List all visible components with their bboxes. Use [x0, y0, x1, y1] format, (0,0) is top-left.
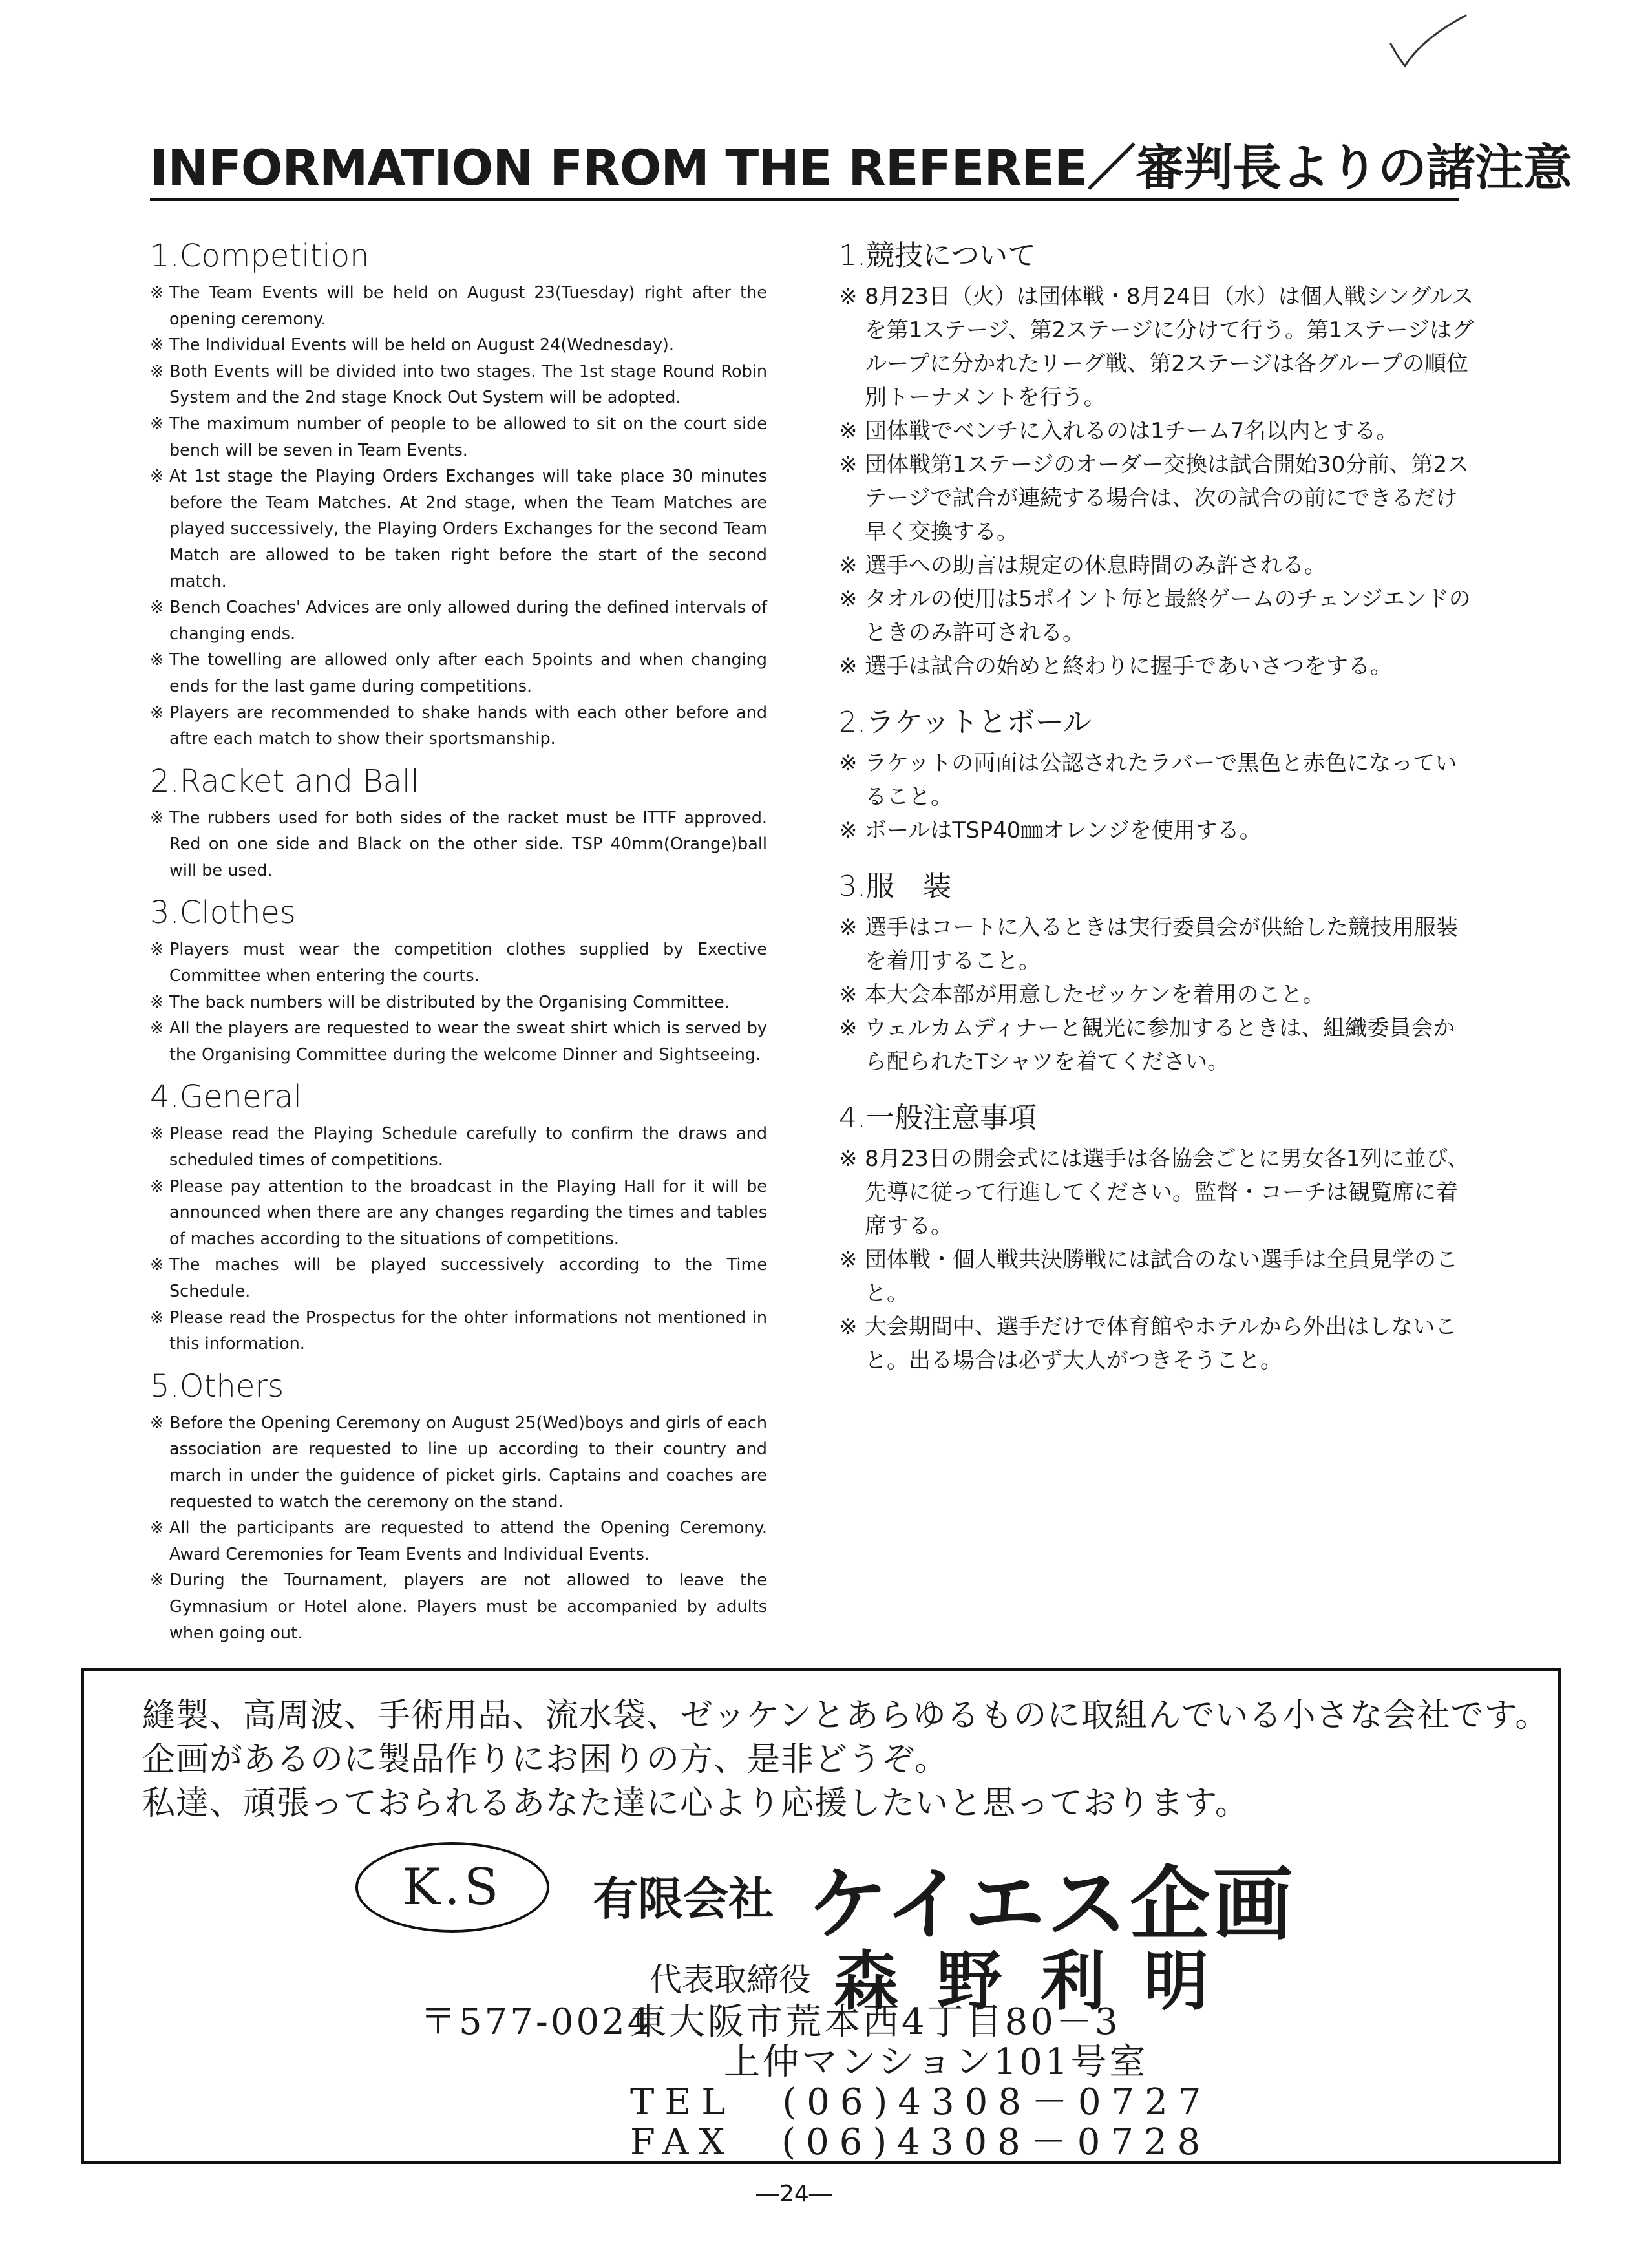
japanese-column	[839, 236, 1475, 1377]
ad-text-line: 私達、頑張っておられるあなた達に心より応援したいと思っております。	[142, 1785, 1249, 1823]
address-line-1: 東大阪市荒本西4丁目80－3	[630, 2001, 1121, 2043]
list-item: ※ 8月23日（火）は団体戦・8月24日（水）は個人戦シングルスを第1ステージ、第2ステージに分けて行う。第1ステージはグループに分かれたリーグ戦、第2ステージは各グループの順位別トーナメントを行う。	[839, 284, 1474, 410]
list-item: ※ The maximum number of people to be allowed to sit on the court side bench will be seven in Team Events.	[150, 414, 767, 460]
postal-code: 〒577-0024	[420, 2001, 653, 2043]
list-item: ※ Please read the Prospectus for the ohter informations not mentioned in this information.	[150, 1308, 767, 1354]
english-column	[150, 236, 767, 1646]
list-item: ※ 大会期間中、選手だけで体育館やホテルから外出はしないこと。出る場合は必ず大人がつきそうこと。	[839, 1314, 1457, 1373]
list-item: ※ Bench Coaches' Advices are only allowed during the defined intervals of changing ends.	[150, 598, 767, 644]
list-item: ※ Please pay attention to the broadcast in the Playing Hall for it will be announced when there are any changes regarding the times and tables of maches according to the situations of competitions.	[150, 1176, 767, 1249]
list-item: ※ The Team Events will be held on August 23(Tuesday) right after the opening ceremony.	[150, 283, 767, 329]
section-heading-racket-ja: 2.ラケットとボール	[839, 706, 1092, 739]
sponsor-advertisement	[81, 1668, 1561, 2164]
checkmark-icon	[1377, 13, 1467, 71]
company-logo: K.S	[355, 1842, 549, 1933]
page-number: ―24―	[756, 2181, 832, 2207]
section-heading-clothes: 3.Clothes	[150, 895, 296, 931]
page-title: INFORMATION FROM THE REFEREE／審判長よりの諸注意	[150, 139, 1459, 201]
address-line-2: 上仲マンション101号室	[724, 2041, 1148, 2083]
section-heading-general-ja: 4.一般注意事項	[839, 1101, 1037, 1134]
representative-name: 森野利明	[834, 1943, 1247, 2019]
list-item: ※ At 1st stage the Playing Orders Exchanges will take place 30 minutes before the Team Matches. At 2nd stage, when the Team Matches are played successively, the Playing Orders Exchanges for the second Team Match are allowed to be taken right before the start of the second match.	[150, 467, 767, 591]
list-item: ※ タオルの使用は5ポイント毎と最終ゲームのチェンジエンドのときのみ許可される。	[839, 586, 1471, 646]
list-item: ※ ラケットの両面は公認されたラバーで黒色と赤色になっていること。	[839, 750, 1457, 810]
section-heading-clothes-ja: 3.服 装	[839, 870, 951, 903]
list-item: ※ ボールはTSP40㎜オレンジを使用する。	[839, 818, 1262, 843]
list-item: ※ 本大会本部が用意したゼッケンを着用のこと。	[839, 982, 1325, 1008]
list-item: ※ The towelling are allowed only after each 5points and when changing ends for the last game during competitions.	[150, 650, 767, 696]
list-item: ※ The maches will be played successively according to the Time Schedule.	[150, 1255, 767, 1301]
list-item: ※ ウェルカムディナーと観光に参加するときは、組織委員会から配られたTシャツを着てください。	[839, 1015, 1455, 1075]
list-item: ※ 団体戦第1ステージのオーダー交換は試合開始30分前、第2ステージで試合が連続する場合は、次の試合の前にできるだけ早く交換する。	[839, 452, 1470, 545]
section-heading-competition: 1.Competition	[150, 238, 370, 274]
fax: FAX (06)4308－0728	[630, 2121, 1211, 2163]
list-item: ※ 団体戦・個人戦共決勝戦には試合のない選手は全員見学のこと。	[839, 1247, 1458, 1306]
list-item: ※ 選手はコートに入るときは実行委員会が供給した競技用服装を着用すること。	[839, 915, 1458, 974]
list-item: ※ Before the Opening Ceremony on August 25(Wed)boys and girls of each association are requested to line up according to their country and march in under the guidence of picket girls. Captains and coaches are requested to watch the ceremony on the stand.	[150, 1413, 767, 1512]
list-item: ※ Please read the Playing Schedule carefully to confirm the draws and scheduled times of competitions.	[150, 1124, 767, 1171]
list-item: ※ All the players are requested to wear the sweat shirt which is served by the Organising Committee during the welcome Dinner and Sightseeing.	[150, 1019, 767, 1065]
ad-text-line: 企画があるのに製品作りにお困りの方、是非どうぞ。	[142, 1741, 948, 1779]
list-item: ※ 選手への助言は規定の休息時間のみ許される。	[839, 553, 1326, 578]
section-heading-competition-ja: 1.競技について	[839, 239, 1037, 272]
list-item: ※ Both Events will be divided into two stages. The 1st stage Round Robin System and the 2nd stage Knock Out System will be adopted.	[150, 361, 767, 408]
list-item: ※ The Individual Events will be held on August 24(Wednesday).	[150, 335, 674, 355]
list-item: ※ The back numbers will be distributed by the Organising Committee.	[150, 992, 730, 1012]
ad-text-line: 縫製、高周波、手術用品、流水袋、ゼッケンとあらゆるものに取組んでいる小さな会社です。	[142, 1697, 1549, 1735]
telephone: TEL (06)4308－0727	[630, 2081, 1212, 2123]
list-item: ※ 選手は試合の始めと終わりに握手であいさつをする。	[839, 653, 1392, 679]
list-item: ※ All the participants are requested to attend the Opening Ceremony. Award Ceremonies for Team Events and Individual Events.	[150, 1518, 767, 1564]
list-item: ※ Players must wear the competition clothes supplied by Exective Committee when entering the courts.	[150, 940, 767, 986]
list-item: ※ Players are recommended to shake hands with each other before and aftre each match to show their sportsmanship.	[150, 703, 767, 749]
representative-title: 代表取締役	[650, 1961, 811, 1998]
list-item: ※ 団体戦でベンチに入れるのは1チーム7名以内とする。	[839, 418, 1399, 444]
list-item: ※ 8月23日の開会式には選手は各協会ごとに男女各1列に並び、先導に従って行進してください。監督・コーチは観覧席に着席する。	[839, 1146, 1470, 1239]
company-name: ケイエス企画	[808, 1858, 1296, 1951]
company-type: 有限会社	[593, 1872, 774, 1925]
section-heading-racket-and-ball: 2.Racket and Ball	[150, 763, 419, 800]
section-heading-general: 4.General	[150, 1079, 302, 1116]
list-item: ※ The rubbers used for both sides of the racket must be ITTF approved. Red on one side and Black on the other side. TSP 40mm(Orange)ball will be used.	[150, 808, 767, 880]
list-item: ※ During the Tournament, players are not allowed to leave the Gymnasium or Hotel alone. Players must be accompanied by adults when going out.	[150, 1571, 767, 1643]
section-heading-others: 5.Others	[150, 1368, 284, 1404]
